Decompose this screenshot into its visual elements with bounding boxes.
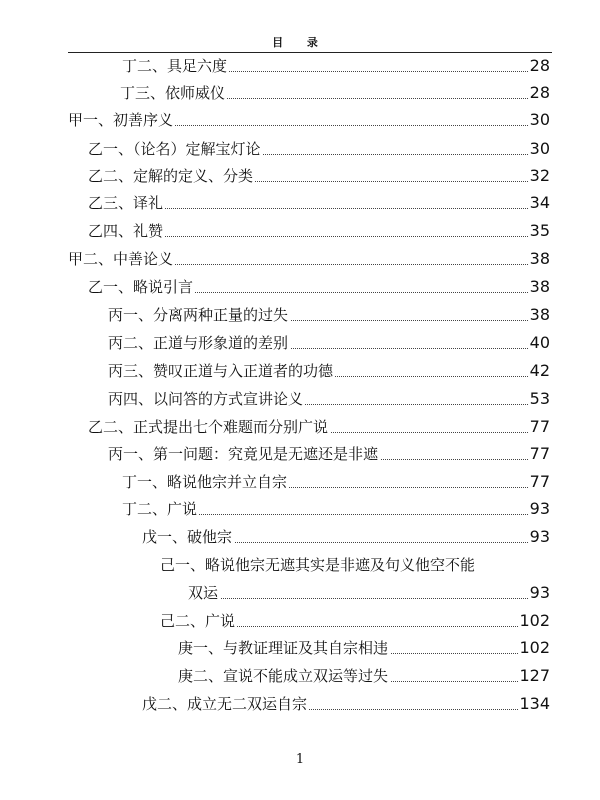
toc-entry-title: 丙一、分离两种正量的过失 — [108, 306, 289, 324]
toc-entry — [0, 332, 600, 362]
toc-entry — [0, 304, 600, 334]
toc-entry — [0, 526, 600, 556]
toc-page-number: 38 — [529, 277, 550, 296]
toc-page-number: 53 — [529, 389, 550, 408]
toc-entry-title: 己二、广说 — [160, 612, 236, 630]
toc-entry — [0, 443, 600, 473]
toc-page-number: 34 — [529, 193, 550, 212]
toc-entry-title: 乙一、（论名）定解宝灯论 — [88, 140, 261, 158]
toc-page-number: 35 — [529, 221, 550, 240]
toc-page-number: 30 — [529, 139, 550, 158]
toc-entry-title: 庚一、与教证理证及其自宗相违 — [178, 639, 389, 657]
toc-page-number: 127 — [519, 666, 550, 685]
toc-entry — [0, 138, 600, 168]
toc-dot-leader — [188, 598, 550, 599]
toc-page-number: 32 — [529, 166, 550, 185]
toc-entry-title: 双运 — [188, 584, 219, 602]
toc-entry — [0, 471, 600, 501]
toc-page-number: 102 — [519, 611, 550, 630]
toc-entry — [0, 82, 600, 112]
toc-page-number: 93 — [529, 499, 550, 518]
toc-entry — [0, 610, 600, 640]
toc-page-number: 77 — [529, 444, 550, 463]
toc-entry-title: 乙三、译礼 — [88, 194, 164, 212]
toc-entry — [0, 276, 600, 306]
toc-entry-title: 乙二、正式提出七个难题而分别广说 — [88, 418, 329, 436]
toc-page-number: 77 — [529, 417, 550, 436]
toc-entry — [0, 554, 600, 584]
toc-entry-title: 甲二、中善论义 — [68, 250, 174, 268]
toc-entry — [0, 248, 600, 278]
toc-entry — [0, 693, 600, 723]
toc-page-number: 102 — [519, 638, 550, 657]
toc-entry — [0, 165, 600, 195]
toc-entry-title: 丙四、以问答的方式宣讲论义 — [108, 390, 304, 408]
toc-entry-title: 戊二、成立无二双运自宗 — [142, 695, 308, 713]
header-title: 目 录 — [272, 36, 328, 49]
toc-entry — [0, 109, 600, 139]
toc-entry-title: 乙一、略说引言 — [88, 278, 194, 296]
toc-entry — [0, 416, 600, 446]
toc-entry-title: 庚二、宣说不能成立双运等过失 — [178, 667, 389, 685]
toc-entry-title: 己一、略说他宗无遮其实是非遮及句义他空不能 — [160, 556, 476, 574]
toc-entry-title: 丁三、依师威仪 — [120, 84, 226, 102]
toc-page-number: 28 — [529, 83, 550, 102]
toc-entry — [0, 498, 600, 528]
toc-page-number: 28 — [529, 56, 550, 75]
toc-page-number: 30 — [529, 110, 550, 129]
toc-entry-title: 丁二、具足六度 — [122, 57, 228, 75]
toc-entry-title: 乙二、定解的定义、分类 — [88, 167, 254, 185]
toc-page-number: 38 — [529, 249, 550, 268]
toc-entry — [0, 220, 600, 250]
toc-page-number: 93 — [529, 527, 550, 546]
toc-page-number: 93 — [529, 583, 550, 602]
toc-entry-title: 丁一、略说他宗并立自宗 — [122, 473, 288, 491]
toc-entry — [0, 637, 600, 667]
toc-entry — [0, 582, 600, 612]
toc-entry — [0, 360, 600, 390]
toc-page-number: 134 — [519, 694, 550, 713]
toc-entry-title: 丙一、第一问题：究竟见是无遮还是非遮 — [108, 445, 379, 463]
toc-page-number: 38 — [529, 305, 550, 324]
toc-entry — [0, 55, 600, 85]
toc-entry-title: 丁二、广说 — [122, 500, 198, 518]
toc-page-number: 40 — [529, 333, 550, 352]
toc-entry-title: 戊一、破他宗 — [142, 528, 233, 546]
toc-entry-title: 丙三、赞叹正道与入正道者的功德 — [108, 362, 334, 380]
toc-entry — [0, 192, 600, 222]
toc-entry — [0, 388, 600, 418]
toc-entry-title: 丙二、正道与形象道的差别 — [108, 334, 289, 352]
toc-entry-title: 甲一、初善序义 — [68, 111, 174, 129]
toc-page-number: 42 — [529, 361, 550, 380]
toc-page-number: 77 — [529, 472, 550, 491]
page-number: 1 — [295, 752, 305, 767]
toc-entry-title: 乙四、礼赞 — [88, 222, 164, 240]
toc-entry — [0, 665, 600, 695]
